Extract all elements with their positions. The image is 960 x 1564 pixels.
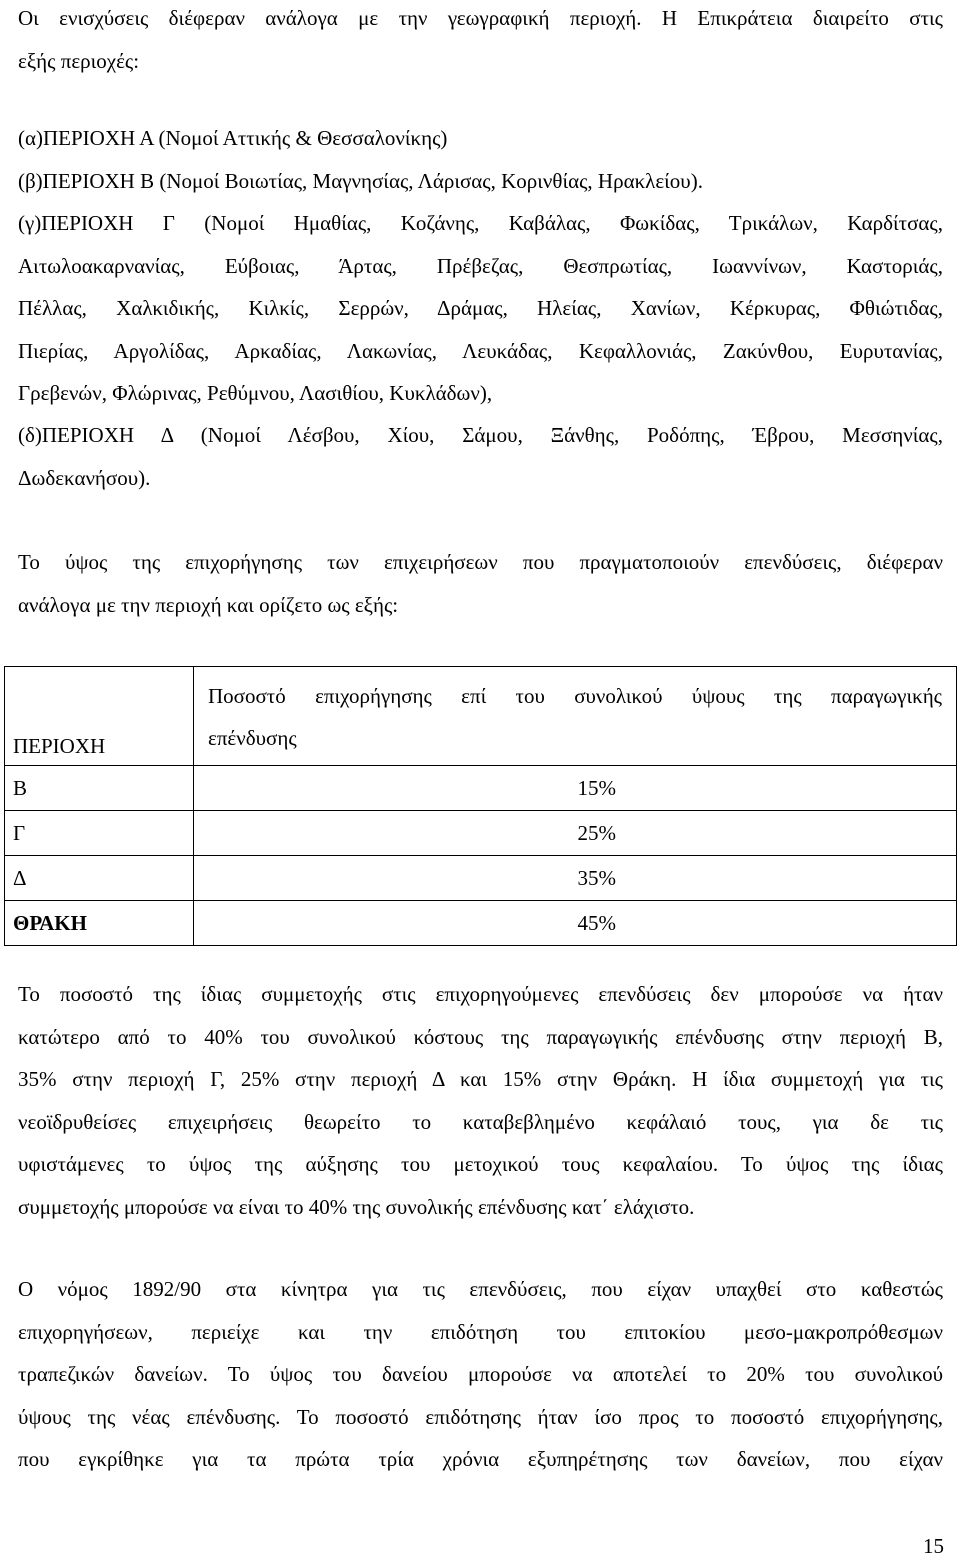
table-row [5, 811, 957, 856]
region-d-paragraph [18, 414, 943, 499]
region-a-line [18, 117, 943, 202]
text-line: Δωδεκανήσου). [18, 465, 151, 490]
subsidy-rates-table [4, 666, 957, 946]
text-line: Το ποσοστό της ίδιας συμμετοχής στις επιχορηγούμενες επενδύσεις δεν μπορούσε να ήταν [18, 982, 943, 1006]
header-pct-line: Ποσοστό επιχορήγησης επί του συνολικού ύψους της παραγωγικής [208, 684, 942, 708]
table-row [5, 766, 957, 811]
table-header-percentage [194, 667, 957, 766]
text-line: ανάλογα με την περιοχή και ορίζετο ως εξής: [18, 592, 399, 617]
text-line: κατώτερο από το 40% του συνολικού κόστους της παραγωγικής επένδυσης στην περιοχή Β, [18, 1024, 943, 1049]
table-row [5, 901, 957, 946]
text-line: συμμετοχής μπορούσε να είναι το 40% της συνολικής επένδυσης κατ΄ ελάχιστο. [18, 1194, 695, 1219]
table-header-region: ΠΕΡΙΟΧΗ [5, 667, 194, 766]
text-line: (α)ΠΕΡΙΟΧΗ Α (Νομοί Αττικής & Θεσσαλονίκης) [18, 126, 448, 150]
text-line: Πέλλας, Χαλκιδικής, Κιλκίς, Σερρών, Δράμας, Ηλείας, Χανίων, Κέρκυρας, Φθιώτιδας, [18, 296, 943, 320]
table-cell-percentage: 35% [194, 856, 957, 901]
text-line: νεοϊδρυθείσες επιχειρήσεις θεωρείτο το καταβεβλημένο κεφάλαιό τους, για δε τις [18, 1109, 943, 1134]
table-header-row [5, 667, 957, 766]
law-paragraph [18, 1268, 943, 1481]
region-c-paragraph [18, 202, 943, 415]
text-line: Το ύψος της επιχορήγησης των επιχειρήσεων που πραγματοποιούν επενδύσεις, διέφεραν [18, 550, 943, 574]
text-line: Γρεβενών, Φλώρινας, Ρεθύμνου, Λασιθίου, Κυκλάδων), [18, 381, 493, 405]
page-number: 15 [923, 1534, 944, 1558]
text-line: Αιτωλοακαρνανίας, Εύβοιας, Άρτας, Πρέβεζας, Θεσπρωτίας, Ιωαννίνων, Καστοριάς, [18, 253, 943, 278]
text-line: Ο νόμος 1892/90 στα κίνητρα για τις επενδύσεις, που είχαν υπαχθεί στο καθεστώς [18, 1277, 943, 1301]
subsidy-intro-paragraph [18, 541, 943, 626]
text-line: 35% στην περιοχή Γ, 25% στην περιοχή Δ και 15% στην Θράκη. Η ίδια συμμετοχή για τις [18, 1067, 943, 1091]
text-line: υφιστάμενες το ύψος της αύξησης του μετοχικού τους κεφαλαίου. Το ύψος της ίδιας [18, 1152, 943, 1176]
regions-intro-paragraph [18, 0, 943, 82]
region-b-line: (β)ΠΕΡΙΟΧΗ Β (Νομοί Βοιωτίας, Μαγνησίας, Λάρισας, Κορινθίας, Ηρακλείου). [18, 168, 703, 193]
text-line: Πιερίας, Αργολίδας, Αρκαδίας, Λακωνίας, Λευκάδας, Κεφαλλονιάς, Ζακύνθου, Ευρυτανίας, [18, 338, 943, 363]
text-line: Οι ενισχύσεις διέφεραν ανάλογα με την γεωγραφική περιοχή. Η Επικράτεια διαιρείτο στις [18, 6, 943, 30]
text-line: που εγκρίθηκε για τα πρώτα τρία χρόνια εξυπηρέτησης των δανείων, που είχαν [18, 1447, 943, 1471]
table-cell-percentage: 15% [194, 766, 957, 811]
text-line: επιχορηγήσεων, περιείχε και την επιδότηση του επιτοκίου μεσο-μακροπρόθεσμων [18, 1319, 943, 1344]
text-line: ύψους της νέας επένδυσης. Το ποσοστό επιδότησης ήταν ίσο προς το ποσοστό επιχορήγησης, [18, 1404, 943, 1429]
text-line: (δ)ΠΕΡΙΟΧΗ Δ (Νομοί Λέσβου, Χίου, Σάμου, Ξάνθης, Ροδόπης, Έβρου, Μεσσηνίας, [18, 423, 943, 447]
table-cell-region: Γ [5, 811, 194, 856]
text-line: τραπεζικών δανείων. Το ύψος του δανείου μπορούσε να αποτελεί το 20% του συνολικού [18, 1362, 943, 1386]
participation-paragraph [18, 973, 943, 1228]
table-cell-region: Δ [5, 856, 194, 901]
table-cell-region: Β [5, 766, 194, 811]
table-cell-region: ΘΡΑΚΗ [5, 901, 194, 946]
text-line: (γ)ΠΕΡΙΟΧΗ Γ (Νομοί Ημαθίας, Κοζάνης, Καβάλας, Φωκίδας, Τρικάλων, Καρδίτσας, [18, 211, 943, 235]
text-line: εξής περιοχές: [18, 48, 140, 73]
table-cell-percentage: 45% [194, 901, 957, 946]
header-pct-line: επένδυσης [208, 726, 297, 750]
subsidy-rates-table-wrapper [4, 666, 957, 936]
table-cell-percentage: 25% [194, 811, 957, 856]
table-row [5, 856, 957, 901]
